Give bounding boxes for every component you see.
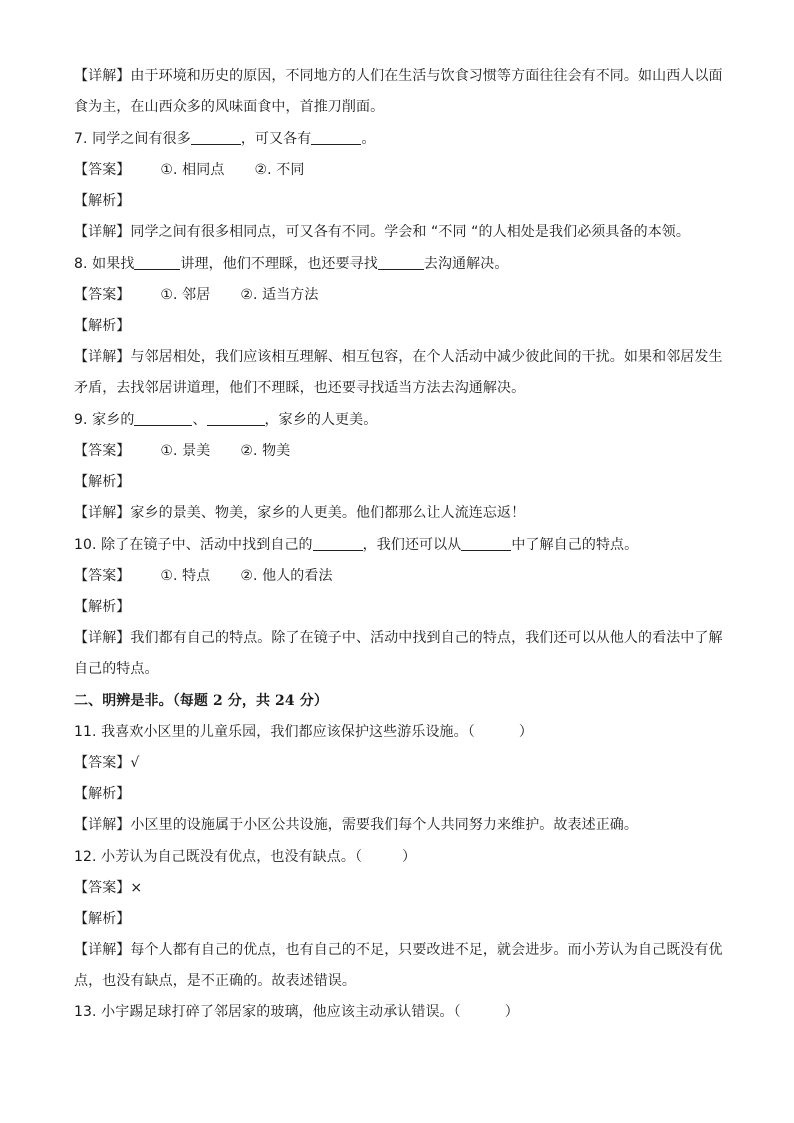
q12-analysis: 【解析】 [74, 911, 131, 927]
q8-detail-line1: 【详解】与邻居相处，我们应该相互理解、相互包容，在个人活动中减少彼此间的干扰。如果和邻居发生 [74, 349, 723, 365]
q12-answer [74, 878, 734, 898]
q8-stem: 8. 如果找 讲理，他们不理睬，也还要寻找 去沟通解决。 [74, 256, 509, 272]
q11-analysis: 【解析】 [74, 786, 131, 802]
q6-detail-line1: 【详解】由于环境和历史的原因，不同地方的人们在生活与饮食习惯等方面往往会有不同。如山西人以面 [74, 68, 723, 84]
q9-choice-2: ②. 物美 [240, 443, 291, 459]
q7-answer [74, 160, 734, 180]
detail-tag: 【详解】 [74, 505, 131, 521]
q8-analysis: 【解析】 [74, 318, 131, 334]
q12-detail-line1: 【详解】每个人都有自己的优点，也有自己的不足，只要改进不足，就会进步。而小芳认为自己既没有优 [74, 942, 723, 958]
q11-stem: 11. 我喜欢小区里的儿童乐园，我们都应该保护这些游乐设施。（ ） [74, 724, 533, 740]
answer-blank [378, 255, 424, 270]
answer-blank [313, 536, 363, 551]
detail-tag: 【详解】 [74, 349, 131, 365]
check-mark-icon: √ [130, 755, 140, 771]
q7-detail: 【详解】同学之间有很多相同点，可又各有不同。学会和 “不同 “的人相处是我们必须具备的本领。 [74, 224, 691, 240]
cross-mark-icon: × [130, 880, 143, 896]
answer-blank [207, 411, 265, 426]
answer-blank [134, 411, 192, 426]
q11-detail: 【详解】小区里的设施属于小区公共设施，需要我们每个人共同努力来维护。故表述正确。 [74, 817, 639, 833]
detail-tag: 【详解】 [74, 942, 131, 958]
q8-answer [74, 285, 734, 305]
answer-tag: 【答案】 [74, 162, 131, 178]
answer-tag: 【答案】 [74, 287, 131, 303]
detail-tag: 【详解】 [74, 68, 131, 84]
q6-detail-line2: 食为主，在山西众多的风味面食中，首推刀削面。 [74, 99, 385, 115]
q7-analysis: 【解析】 [74, 193, 131, 209]
q8-choice-1: ①. 邻居 [160, 287, 211, 303]
q9-stem: 9. 家乡的 、 ，家乡的人更美。 [74, 412, 378, 428]
answer-tag: 【答案】 [74, 568, 131, 584]
q10-stem: 10. 除了在镜子中、活动中找到自己的 ，我们还可以从 中了解自己的特点。 [74, 537, 639, 553]
q10-choice-2: ②. 他人的看法 [240, 568, 333, 584]
detail-tag: 【详解】 [74, 224, 131, 240]
q9-answer [74, 441, 734, 461]
q9-analysis: 【解析】 [74, 474, 131, 490]
answer-tag: 【答案】 [74, 880, 131, 896]
q7-choice-2: ②. 不同 [254, 162, 305, 178]
q12-detail-line2: 点，也没有缺点，是不正确的。故表述错误。 [74, 973, 356, 989]
q10-detail-line1: 【详解】我们都有自己的特点。除了在镜子中、活动中找到自己的特点，我们还可以从他人的看法中了解 [74, 630, 723, 646]
detail-tag: 【详解】 [74, 817, 131, 833]
answer-blank [461, 536, 511, 551]
answer-tag: 【答案】 [74, 755, 131, 771]
q10-analysis: 【解析】 [74, 599, 131, 615]
q9-choice-1: ①. 景美 [160, 443, 211, 459]
q13-stem: 13. 小宇踢足球打碎了邻居家的玻璃，他应该主动承认错误。（ ） [74, 1004, 519, 1020]
answer-blank [191, 130, 241, 145]
q9-detail: 【详解】家乡的景美、物美，家乡的人更美。他们都那么让人流连忘返！ [74, 505, 526, 521]
detail-tag: 【详解】 [74, 630, 131, 646]
answer-blank [134, 255, 180, 270]
q7-choice-1: ①. 相同点 [160, 162, 225, 178]
q10-answer [74, 566, 734, 586]
q10-detail-line2: 自己的特点。 [74, 661, 159, 677]
q11-answer [74, 753, 734, 773]
q10-choice-1: ①. 特点 [160, 568, 211, 584]
answer-tag: 【答案】 [74, 443, 131, 459]
answer-blank [311, 130, 361, 145]
q12-stem: 12. 小芳认为自己既没有优点，也没有缺点。（ ） [74, 849, 417, 865]
q7-stem: 7. 同学之间有很多 ，可又各有 。 [74, 131, 376, 147]
q8-detail-line2: 矛盾，去找邻居讲道理，他们不理睬，也还要寻找适当方法去沟通解决。 [74, 380, 526, 396]
section-heading: 二、明辨是非。（每题 2 分，共 24 分） [74, 693, 328, 709]
q8-choice-2: ②. 适当方法 [240, 287, 319, 303]
